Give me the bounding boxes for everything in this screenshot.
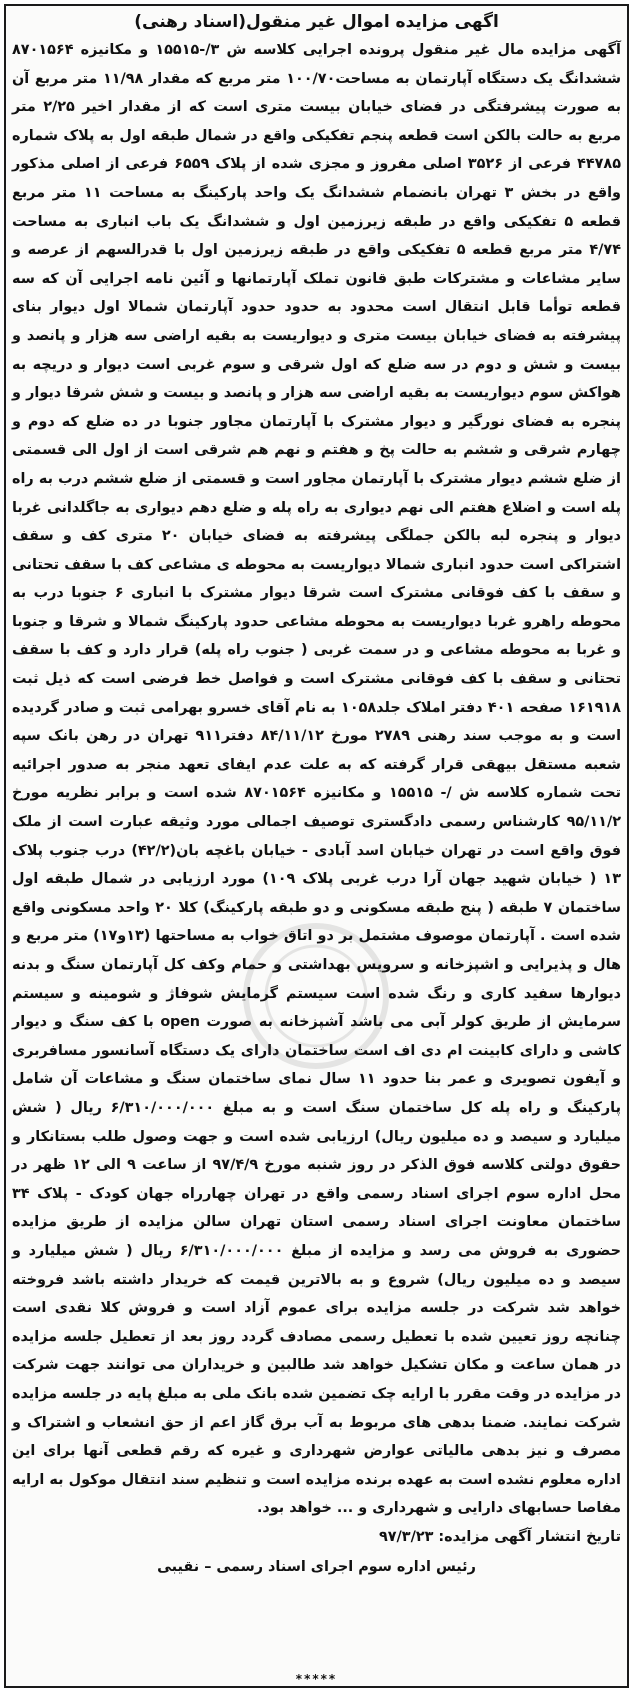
notice-body: آگهی مزایده مال غیر منقول پرونده اجرایی کلاسه ش ۳/-۱۵۵۱۵ و مکانیزه ۸۷۰۱۵۶۴ ششدانگ یک دستگاه آپارتمان به مساحت۱۰۰/۷۰ متر مربع که مقدار ۱۱/۹۸ متر مربع آن به صورت پیشرفتگی در فضای خیابان بیست متری است که از مقدار اخیر ۲/۲۵ متر مربع به حالت بالکن است قطعه پنجم تفکیکی واقع در شمال طبقه اول به پلاک شماره ۴۴۷۸۵ فرعی از ۳۵۲۶ اصلی مفروز و مجزی شده از پلاک ۶۵۵۹ فرعی از اصلی مذکور واقع در بخش ۳ تهران بانضمام ششدانگ یک واحد پارکینگ به مساحت ۱۱ متر مربع قطعه ۵ تفکیکی واقع در طبقه زیرزمین اول و ششدانگ یک باب انباری به مساحت ۴/۷۴ متر مربع قطعه ۵ تفکیکی واقع در طبقه زیرزمین اول با قدرالسهم از عرصه و سایر مشاعات و مشترکات طبق قانون تملک آپارتمانها و آئین نامه اجرایی آن که سه قطعه توأما قابل انتقال است محدود به حدود حدود آپارتمان شمالا اول دیوار بنای پیشرفته به فضای خیابان بیست متری و دیواریست به بقیه اراضی سه هزار و پانصد و بیست و شش و دوم در سه ضلع که اول شرقی و سوم غربی است دیوار و دریچه به هواکش سوم دیواریست به بقیه اراضی سه هزار و پانصد و بیست و شش شرقا دیوار و پنجره به فضای نورگیر و دیوار مشترک با آپارتمان مجاور جنوبا در ده ضلع که دوم و چهارم شرقی و ششم به حالت پخ و هفتم و نهم هم شرقی است از اول الی قسمتی از ضلع ششم دیوار مشترک با آپارتمان مجاور است و قسمتی از ضلع ششم درب به راه پله است و اضلاع هفتم الی نهم دیواری به راه پله و ضلع دهم دیواری به جاگلدانی غربا دیوار و پنجره لبه بالکن جملگی پیشرفته به فضای خیابان ۲۰ متری کف و سقف اشتراکی است حدود انباری شمالا دیواریست به محوطه ی مشاعی کف با سقف تحتانی و سقف با کف فوقانی مشترک است شرقا دیوار مشترک با انباری ۶ جنوبا درب به محوطه راهرو غربا دیواریست به محوطه مشاعی حدود پارکینگ شمالا و شرقا و جنوبا و غربا به محوطه مشاعی و در سمت غربی ( جنوب راه پله) قرار دارد و کف با سقف تحتانی و سقف با کف فوقانی مشترک است و فواصل خط فرضی است که ذیل ثبت ۱۶۱۹۱۸ صفحه ۴۰۱ دفتر املاک جلد۱۰۵۸ به نام آقای خسرو بهرامی ثبت و صادر گردیده است و به موجب سند رهنی ۲۷۸۹ مورخ ۸۴/۱۱/۱۲ دفتر۹۱۱ تهران در رهن بانک سپه شعبه مستقل بیهقی قرار گرفته که به علت عدم ایفای تعهد منجر به صدور اجرائیه تحت شماره کلاسه ش /- ۱۵۵۱۵ و مکانیزه ۸۷۰۱۵۶۴ شده است و برابر نظریه مورخ ۹۵/۱۱/۲ کارشناس رسمی دادگستری توصیف اجمالی مورد وثیقه عبارت است از ملک فوق واقع است در تهران خیابان اسد آبادی - خیابان باغچه بان(۴۲/۲) درب جنوب پلاک ۱۳ ( خیابان شهید جهان آرا درب غربی پلاک ۱۰۹) مورد ارزیابی در شمال طبقه اول ساختمان ۷ طبقه ( پنج طبقه مسکونی و دو طبقه پارکینگ) کلا ۲۰ واحد مسکونی واقع شده است . آپارتمان موصوف مشتمل بر دو اتاق خواب به مساحتها (۱۳و۱۷) متر مربع و هال و پذیرایی و اشپزخانه و سرویس بهداشتی و حمام وکف کل آپارتمان سنگ و بدنه دیوارها سفید کاری و رنگ شده است سیستم گرمایش شوفاژ و شومینه و سیستم سرمایش از طریق کولر آبی می باشد آشپزخانه به صورت open با کف سنگ و دیوار کاشی و دارای کابینت ام دی اف است ساختمان دارای یک دستگاه آسانسور مسافربری و آیفون تصویری و عمر بنا حدود ۱۱ سال نمای ساختمان سنگ و مشاعات آن شامل پارکینگ و راه پله کل ساختمان سنگ است و به مبلغ ۶/۳۱۰/۰۰۰/۰۰۰ ریال ( شش میلیارد و سیصد و ده میلیون ریال) ارزیابی شده است و جهت وصول طلب بستانکار و حقوق دولتی کلاسه فوق الذکر در روز شنبه مورخ ۹۷/۴/۹ از ساعت ۹ الی ۱۲ ظهر در محل اداره سوم اجرای اسناد رسمی واقع در تهران چهارراه جهان کودک - پلاک ۳۴ ساختمان معاونت اجرای اسناد رسمی استان تهران سالن مزایده از طریق مزایده حضوری به فروش می رسد و مزایده از مبلغ ۶/۳۱۰/۰۰۰/۰۰۰ ریال ( شش میلیارد و سیصد و ده میلیون ریال) شروع و به بالاترین قیمت که خریدار داشته باشد فروخته خواهد شد شرکت در جلسه مزایده برای عموم آزاد است و فروش کلا نقدی است چنانچه روز تعیین شده با تعطیل رسمی مصادف گردد روز بعد از تعطیل جلسه مزایده در همان ساعت و مکان تشکیل خواهد شد طالبین و خریداران می توانند جهت شرکت در مزایده در وقت مقرر با ارایه چک تضمین شده بانک ملی به مبلغ پایه در جلسه مزایده شرکت نمایند. ضمنا بدهی های مربوط به آب برق گاز اعم از حق انشعاب و اشتراک و مصرف و نیز بدهی مالیاتی عوارض شهرداری و غیره که رقم قطعی آنها برای این اداره معلوم نشده است به عهده برنده مزایده است و تنظیم سند انتقال موکول به ارایه مفاصا حسابهای دارایی و شهرداری و ... خواهد بود.: [12, 42, 622, 1517]
notice-title: اگهی مزایده اموال غیر منقول(اسناد رهنی): [134, 12, 499, 32]
footer-stars: *****: [295, 1672, 338, 1686]
auction-notice: [4, 4, 629, 1688]
signature-line: رئیس اداره سوم اجرای اسناد رسمی – نقیبی: [157, 1558, 476, 1575]
publication-date: تاریخ انتشار آگهی مزایده: ۹۷/۳/۲۳: [378, 1528, 621, 1545]
